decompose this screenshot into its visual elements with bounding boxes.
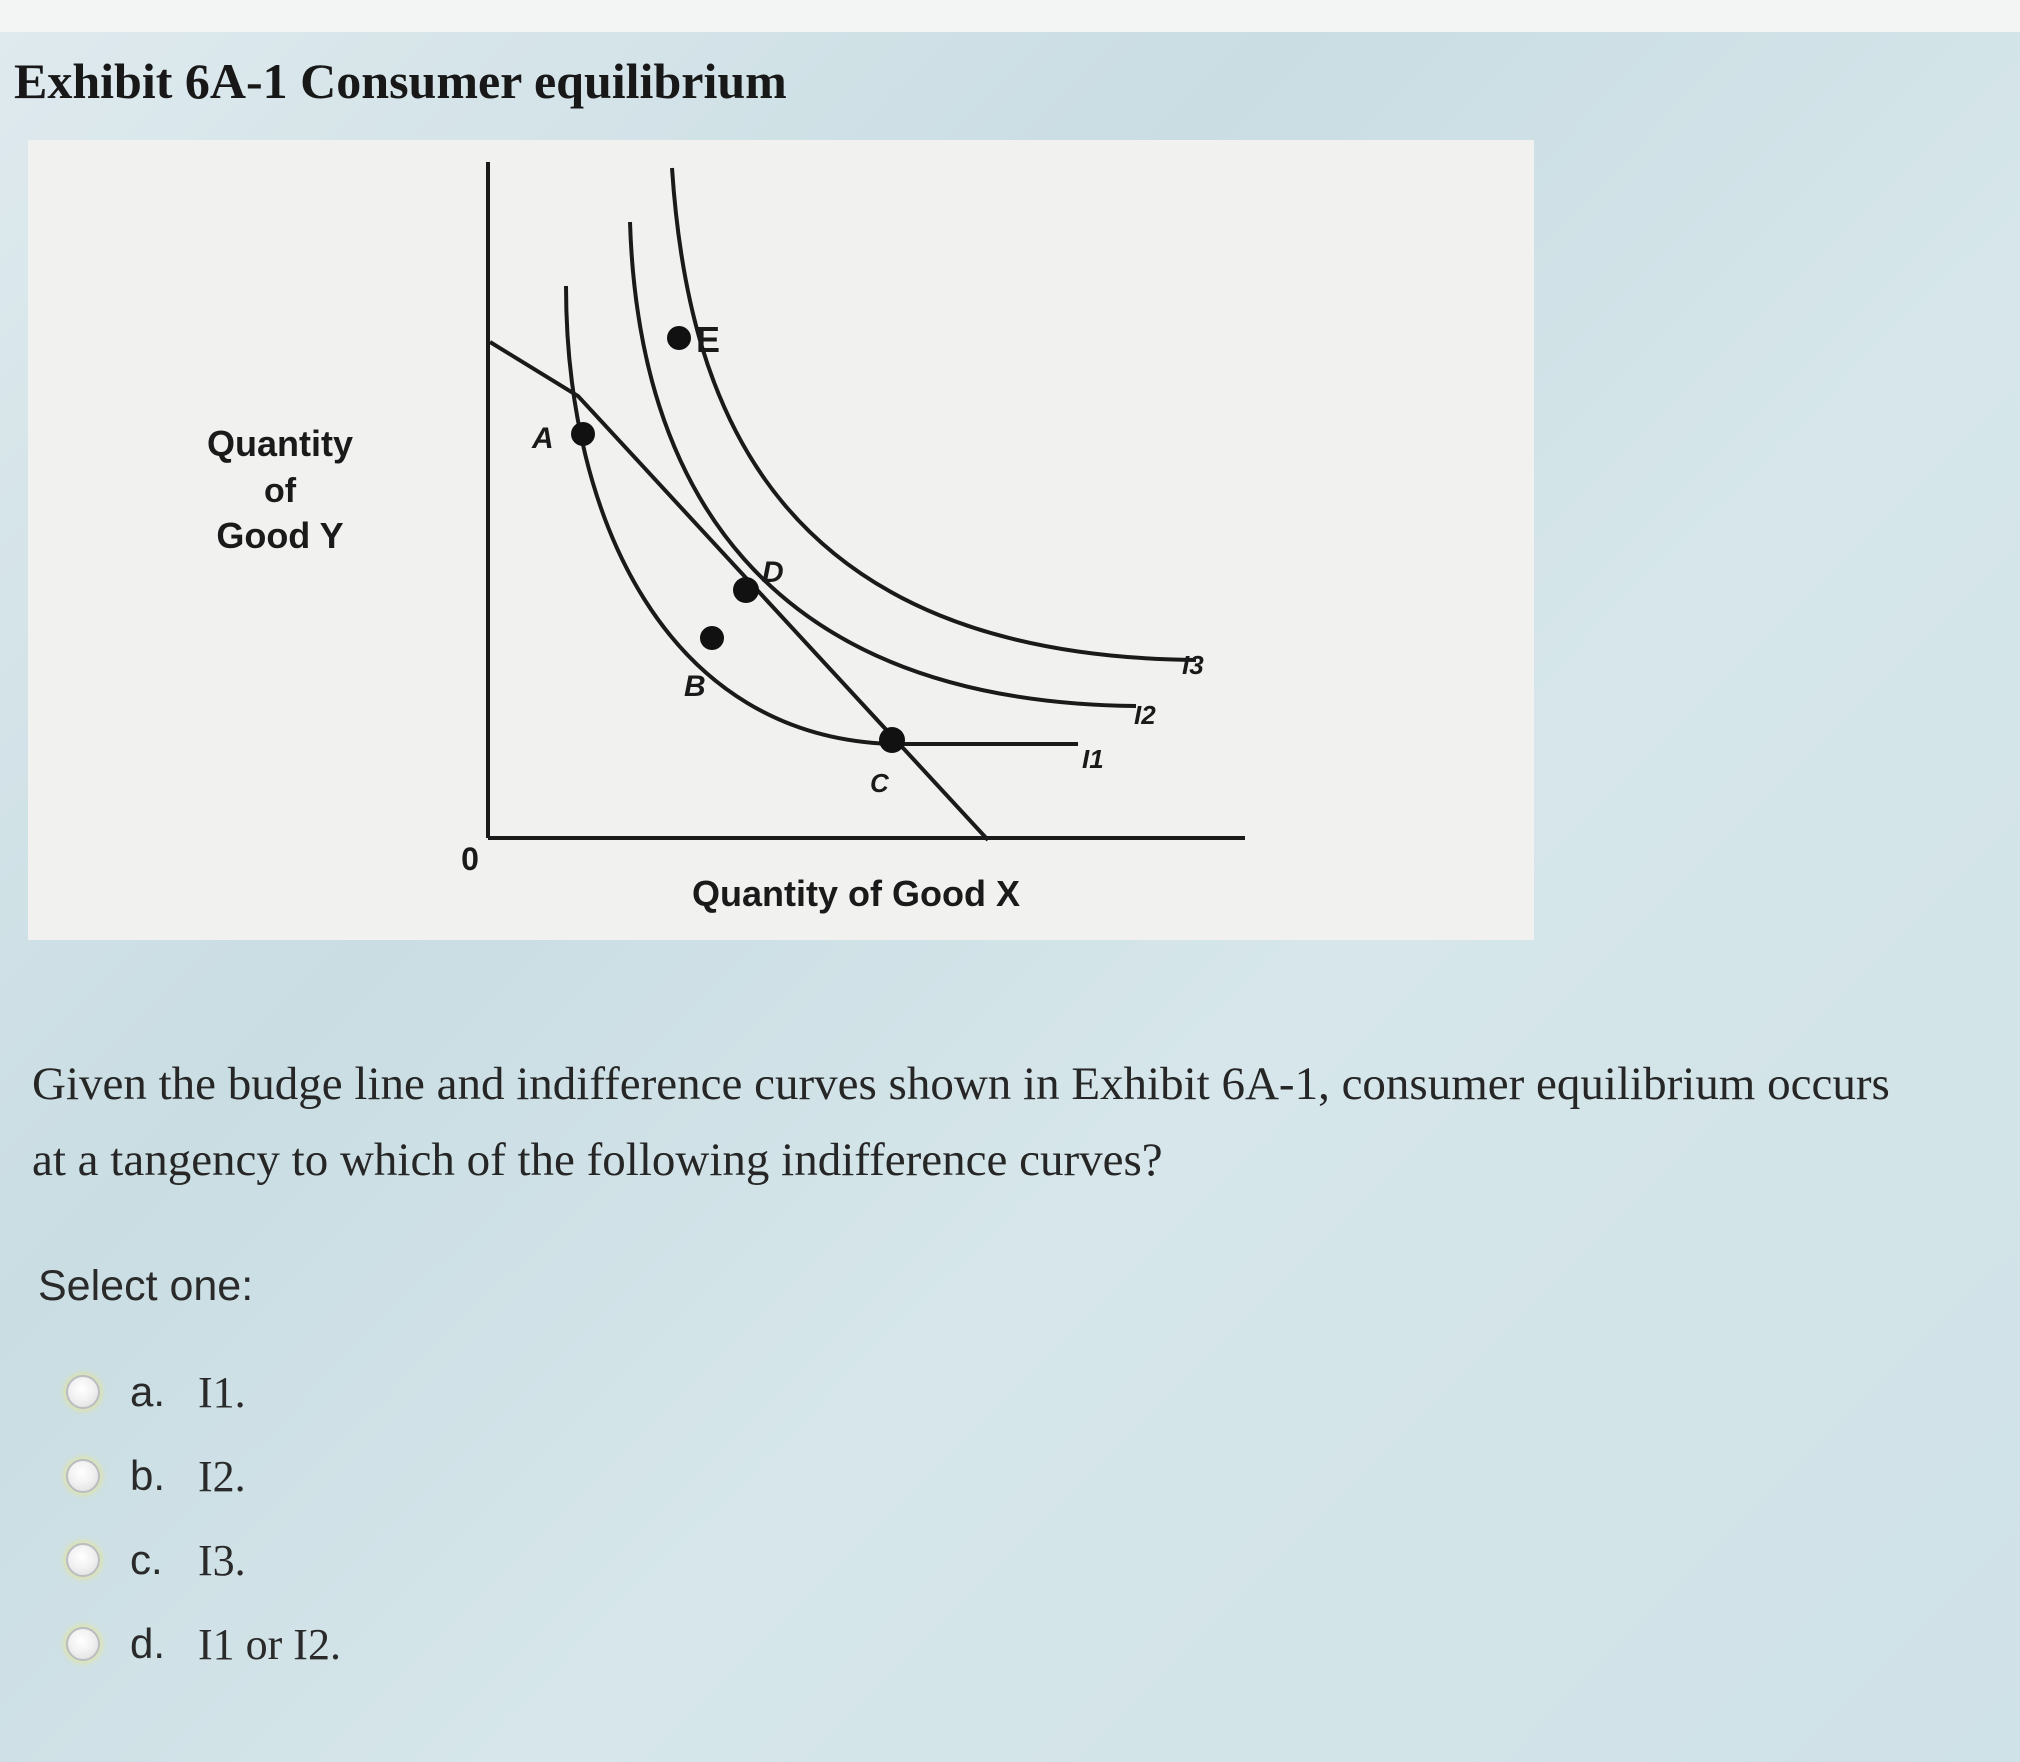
option-a-text: I1. (198, 1367, 246, 1417)
y-axis-label-line2: of (263, 472, 297, 510)
indifference-curve-diagram (28, 140, 1534, 940)
option-c[interactable] (66, 1530, 246, 1590)
option-d-text: I1 or I2. (198, 1619, 341, 1669)
indifference-curve-i1 (566, 286, 1078, 744)
option-a[interactable] (66, 1362, 246, 1422)
option-b[interactable] (66, 1446, 246, 1506)
option-b-text: I2. (198, 1451, 246, 1501)
point-b-marker (700, 626, 724, 650)
point-e-label: E (696, 319, 721, 360)
option-b-letter: b. (130, 1452, 166, 1499)
radio-button-icon[interactable] (66, 1375, 100, 1409)
option-d[interactable] (66, 1614, 341, 1674)
option-d-letter: d. (130, 1620, 166, 1667)
curve-i1-label: I1 (1082, 744, 1104, 774)
radio-button-icon[interactable] (66, 1459, 100, 1493)
point-d-label: D (762, 556, 784, 589)
y-axis-label-line1: Quantity (206, 423, 354, 464)
y-axis-label-line3: Good Y (216, 515, 344, 556)
option-c-text: I3. (198, 1535, 246, 1585)
option-a-letter: a. (130, 1368, 166, 1415)
option-c-letter: c. (130, 1536, 163, 1583)
point-b-label: B (684, 670, 706, 703)
exhibit-title: Exhibit 6A-1 Consumer equilibrium (14, 53, 787, 109)
x-axis-label: Quantity of Good X (692, 873, 1020, 914)
curve-i2-label: I2 (1134, 700, 1156, 730)
point-a-label: A (532, 422, 554, 455)
point-c-marker (879, 727, 905, 753)
point-a-marker (571, 422, 595, 446)
top-strip (0, 0, 2020, 32)
select-one-label: Select one: (38, 1262, 254, 1310)
question-text: Given the budge line and indifference curves shown in Exhibit 6A-1, consumer equilibrium occurs at a tangency to which of the following indifference curves? (32, 1058, 1890, 1186)
radio-button-icon[interactable] (66, 1627, 100, 1661)
exhibit-figure (28, 140, 1534, 940)
radio-button-icon[interactable] (66, 1543, 100, 1577)
point-c-label: C (870, 768, 889, 798)
curve-i3-label: I3 (1182, 650, 1204, 680)
point-e-marker (667, 326, 691, 350)
point-d-marker (733, 577, 759, 603)
origin-label: 0 (461, 841, 479, 877)
